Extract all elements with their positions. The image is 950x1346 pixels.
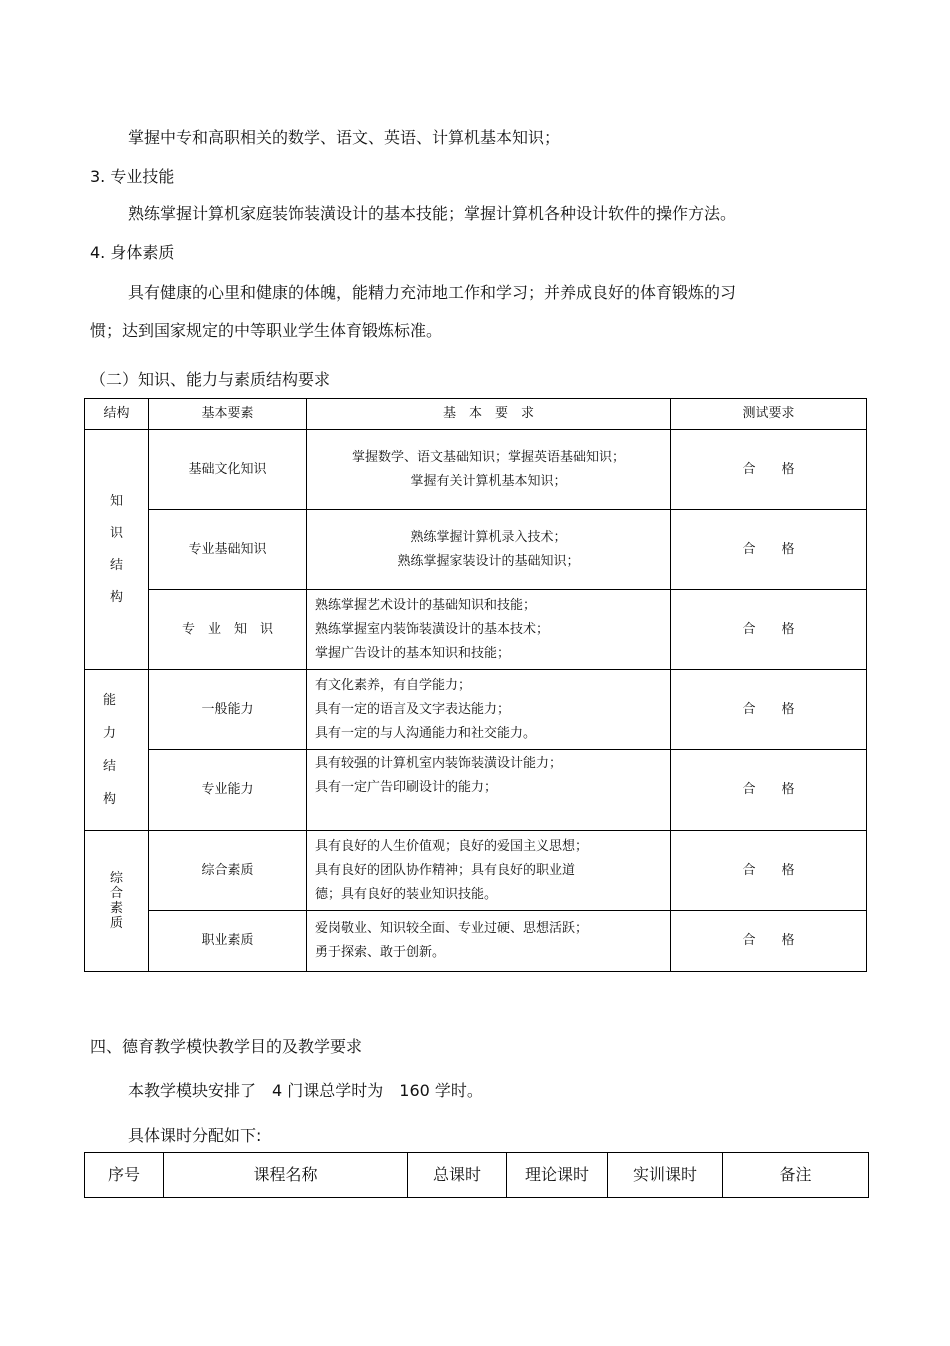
table-row <box>85 911 867 972</box>
test-cell: 合 格 <box>671 750 867 831</box>
test-cell: 合 格 <box>671 430 867 510</box>
group-comprehensive-quality <box>85 831 149 972</box>
header-basic-element: 基本要素 <box>149 399 307 430</box>
section-structure-title: （二）知识、能力与素质结构要求 <box>90 370 331 389</box>
test-cell: 合 格 <box>671 831 867 911</box>
requirement-cell <box>307 670 671 750</box>
paragraph-professional-skills: 熟练掌握计算机家庭装饰装潢设计的基本技能；掌握计算机各种设计软件的操作方法。 <box>128 204 737 223</box>
requirement-line: 具有良好的团队协作精神；具有良好的职业道 <box>315 862 576 878</box>
header-practice-hours: 实训课时 <box>608 1153 723 1198</box>
requirement-line: 爱岗敬业、知识较全面、专业过硬、思想活跃； <box>315 921 589 936</box>
table-row <box>85 590 867 670</box>
requirement-line: 掌握数学、语文基础知识；掌握英语基础知识； <box>351 449 625 465</box>
group-char: 合 <box>109 886 123 901</box>
requirement-cell <box>307 831 671 911</box>
group-char: 结 <box>103 759 117 774</box>
paragraph-physical-quality-line2: 惯；达到国家规定的中等职业学生体育锻炼标准。 <box>90 321 443 340</box>
header-test-requirement: 测试要求 <box>671 399 867 430</box>
heading-professional-skills: 3. 专业技能 <box>90 167 175 186</box>
element-cell: 专业能力 <box>149 750 307 831</box>
requirement-cell <box>307 750 671 831</box>
header-basic-requirement: 基 本 要 求 <box>307 399 671 430</box>
table-header-row <box>85 399 867 430</box>
test-cell: 合 格 <box>671 510 867 590</box>
requirement-line: 掌握有关计算机基本知识； <box>410 473 567 489</box>
table-row <box>85 831 867 911</box>
requirement-line: 熟练掌握室内装饰装潢设计的基本技术； <box>315 621 550 637</box>
group-knowledge-structure <box>85 430 149 670</box>
test-cell: 合 格 <box>671 590 867 670</box>
header-structure: 结构 <box>85 399 149 430</box>
header-total-hours: 总课时 <box>408 1153 507 1198</box>
requirement-line: 掌握广告设计的基本知识和技能； <box>315 645 511 661</box>
course-hours-table <box>84 1152 869 1198</box>
paragraph-schedule-intro: 具体课时分配如下: <box>128 1126 262 1145</box>
group-ability-structure <box>85 670 149 831</box>
table-row <box>85 670 867 750</box>
table-row <box>85 430 867 510</box>
header-theory-hours: 理论课时 <box>507 1153 608 1198</box>
requirement-line: 熟练掌握家装设计的基础知识； <box>397 553 580 569</box>
element-cell: 综合素质 <box>149 831 307 911</box>
test-cell: 合 格 <box>671 911 867 972</box>
element-cell: 专业基础知识 <box>149 510 307 590</box>
paragraph-basic-knowledge: 掌握中专和高职相关的数学、语文、英语、计算机基本知识； <box>128 128 561 147</box>
group-char: 质 <box>109 916 123 931</box>
group-char: 识 <box>109 526 123 541</box>
group-char: 能 <box>103 693 117 708</box>
requirement-cell <box>307 510 671 590</box>
table-header-row <box>85 1153 869 1198</box>
element-cell: 基础文化知识 <box>149 430 307 510</box>
requirement-line: 有文化素养，有自学能力； <box>315 677 472 693</box>
requirement-cell <box>307 911 671 972</box>
group-char: 构 <box>103 792 117 807</box>
requirement-line: 具有一定广告印刷设计的能力； <box>315 780 498 795</box>
header-course-name: 课程名称 <box>164 1153 408 1198</box>
structure-requirements-table <box>84 398 867 972</box>
element-cell: 一般能力 <box>149 670 307 750</box>
paragraph-physical-quality-line1: 具有健康的心里和健康的体魄，能精力充沛地工作和学习；并养成良好的体育锻炼的习 <box>128 283 737 302</box>
header-serial: 序号 <box>85 1153 164 1198</box>
requirement-line: 具有较强的计算机室内装饰装潢设计能力； <box>315 756 563 771</box>
requirement-line: 具有一定的与人沟通能力和社交能力。 <box>315 725 537 741</box>
section-moral-education-title: 四、德育教学模快教学目的及教学要求 <box>90 1037 363 1056</box>
requirement-line: 具有一定的语言及文字表达能力； <box>315 701 511 717</box>
group-char: 结 <box>109 558 123 573</box>
table-row <box>85 510 867 590</box>
paragraph-course-summary: 本教学模块安排了 4 门课总学时为 160 学时。 <box>128 1081 483 1100</box>
requirement-cell <box>307 590 671 670</box>
requirement-line: 熟练掌握计算机录入技术； <box>410 529 567 545</box>
requirement-line: 熟练掌握艺术设计的基础知识和技能； <box>315 597 537 613</box>
heading-physical-quality: 4. 身体素质 <box>90 243 175 262</box>
test-cell: 合 格 <box>671 670 867 750</box>
requirement-line: 德；具有良好的装业知识技能。 <box>315 886 498 902</box>
group-char: 综 <box>109 871 123 886</box>
group-char: 素 <box>109 901 123 916</box>
header-remarks: 备注 <box>723 1153 869 1198</box>
element-cell: 职业素质 <box>149 911 307 972</box>
group-char: 构 <box>109 590 123 605</box>
group-char: 知 <box>109 494 123 509</box>
requirement-line: 勇于探索、敢于创新。 <box>315 945 446 960</box>
element-cell: 专 业 知 识 <box>149 590 307 670</box>
requirement-line: 具有良好的人生价值观；良好的爱国主义思想； <box>315 838 589 854</box>
requirement-cell <box>307 430 671 510</box>
table-row <box>85 750 867 831</box>
group-char: 力 <box>103 726 117 741</box>
